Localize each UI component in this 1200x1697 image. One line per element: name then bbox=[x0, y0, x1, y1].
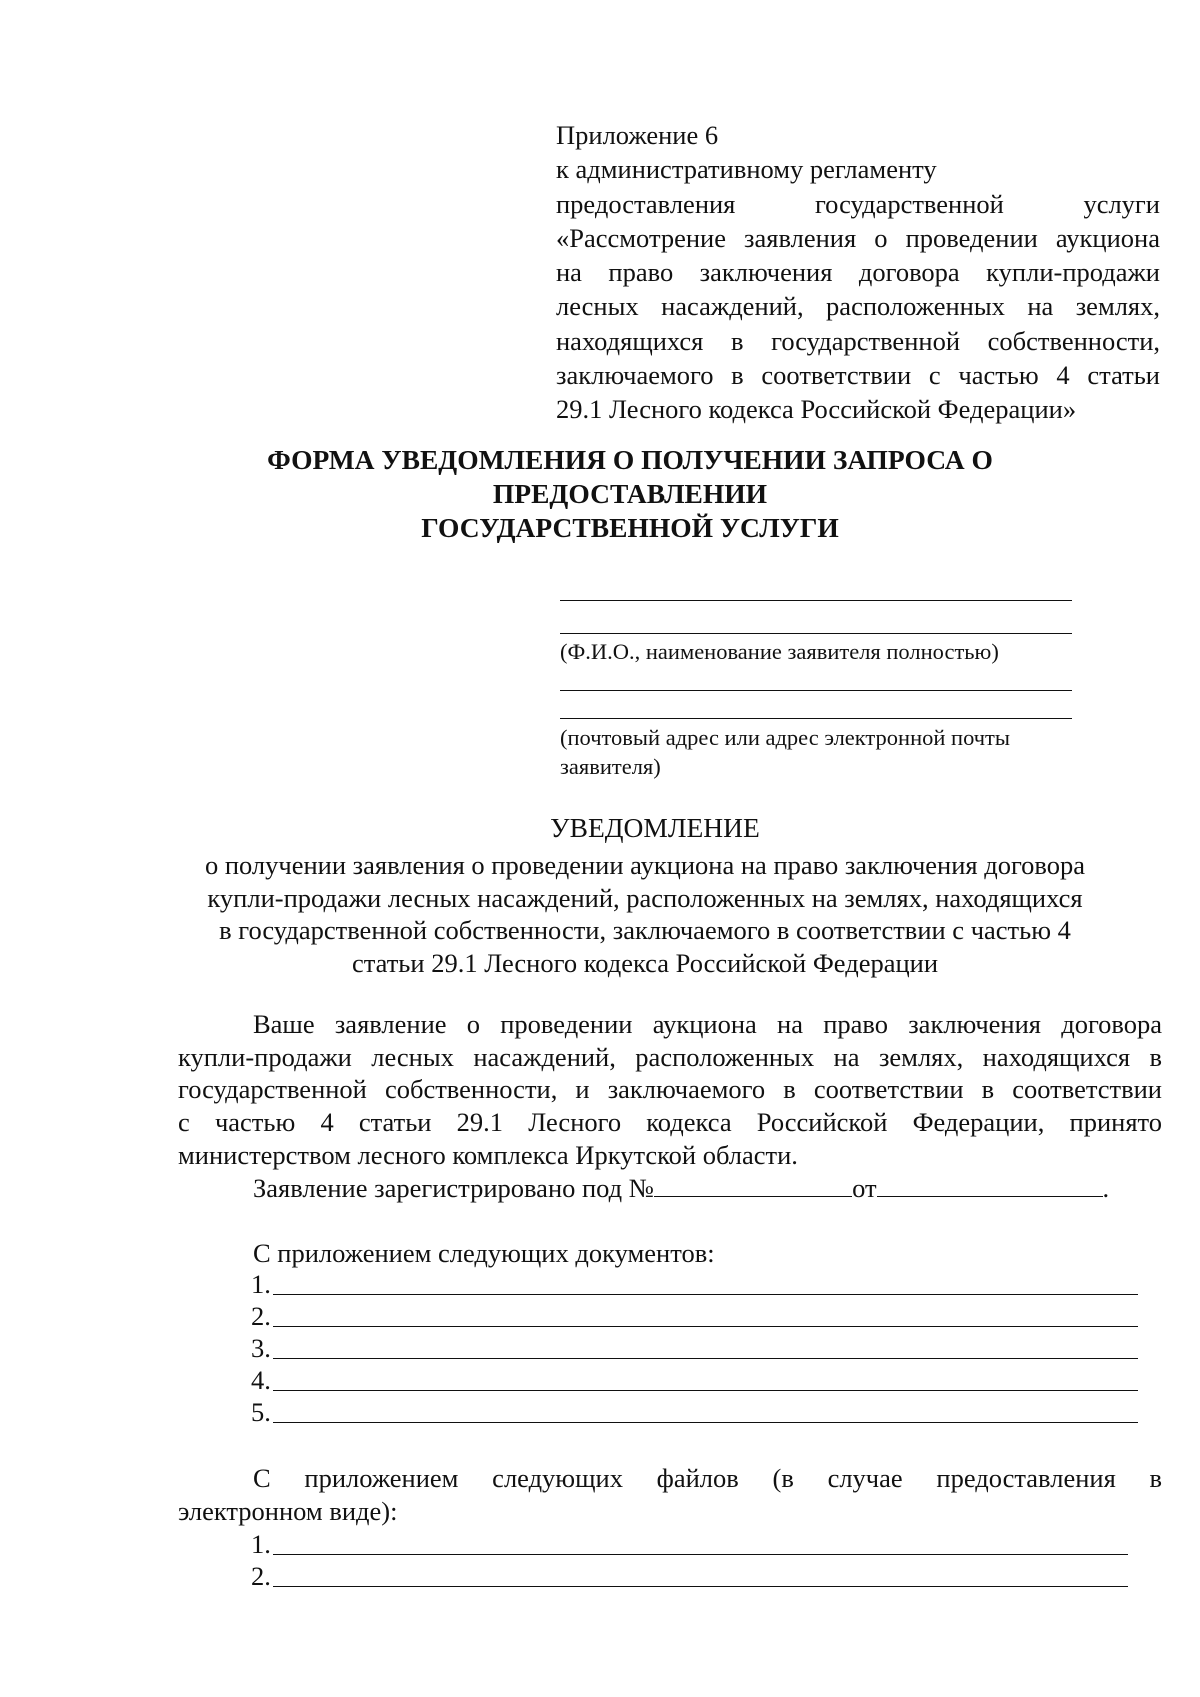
notice-subheading bbox=[150, 849, 1140, 979]
notice-body bbox=[178, 1008, 1162, 1172]
registration-date-field[interactable] bbox=[877, 1174, 1103, 1197]
applicant-name-caption: (Ф.И.О., наименование заявителя полностью) bbox=[560, 639, 999, 664]
body-line: государственной собственности, и заключаемого в соответствии в соответствии bbox=[178, 1074, 1162, 1105]
notice-heading: УВЕДОМЛЕНИЕ bbox=[550, 812, 760, 843]
document-item-field[interactable] bbox=[273, 1358, 1138, 1359]
appendix-line: 29.1 Лесного кодекса Российской Федерации» bbox=[556, 394, 1077, 425]
appendix-line: предоставления государственной услуги bbox=[556, 188, 1160, 219]
document-item bbox=[251, 1396, 271, 1428]
documents-title: С приложением следующих документов: bbox=[253, 1238, 715, 1268]
appendix-block bbox=[556, 118, 1160, 427]
form-title-line: ПРЕДОСТАВЛЕНИИ bbox=[492, 478, 768, 509]
document-item-number: 4. bbox=[251, 1365, 271, 1395]
document-item-number: 2. bbox=[251, 1301, 271, 1331]
files-title-line: С приложением следующих файлов (в случае предоставления в bbox=[253, 1463, 1162, 1493]
document-item-number: 3. bbox=[251, 1333, 271, 1363]
document-item-field[interactable] bbox=[273, 1390, 1138, 1391]
notice-sub-line: купли-продажи лесных насаждений, расположенных на землях, находящихся bbox=[207, 882, 1083, 913]
document-item bbox=[251, 1332, 271, 1364]
document-item bbox=[251, 1300, 271, 1332]
appendix-line: «Рассмотрение заявления о проведении аукциона bbox=[556, 222, 1160, 253]
appendix-line: заключаемого в соответствии с частью 4 статьи bbox=[556, 360, 1160, 391]
form-title bbox=[250, 443, 1010, 545]
notice-sub-line: статьи 29.1 Лесного кодекса Российской Федерации bbox=[351, 947, 939, 978]
appendix-line: на право заключения договора купли-продажи bbox=[556, 257, 1160, 288]
document-item-number: 1. bbox=[251, 1269, 271, 1299]
appendix-line: находящихся в государственной собственности, bbox=[556, 325, 1160, 356]
file-item-number: 2. bbox=[251, 1561, 271, 1591]
applicant-address-caption: заявителя) bbox=[560, 754, 661, 779]
appendix-number: Приложение 6 bbox=[556, 120, 719, 150]
document-item bbox=[251, 1268, 271, 1300]
registration-from-label: от bbox=[852, 1173, 877, 1203]
form-title-line: ФОРМА УВЕДОМЛЕНИЯ О ПОЛУЧЕНИИ ЗАПРОСА О bbox=[267, 444, 993, 475]
document-item bbox=[251, 1364, 271, 1396]
document-item-field[interactable] bbox=[273, 1326, 1138, 1327]
file-item-number: 1. bbox=[251, 1529, 271, 1559]
files-title bbox=[178, 1462, 1162, 1527]
document-item-number: 5. bbox=[251, 1397, 271, 1427]
registration-label: Заявление зарегистрировано под № bbox=[253, 1173, 655, 1203]
body-line: министерством лесного комплекса Иркутской области. bbox=[178, 1139, 798, 1170]
file-item-field[interactable] bbox=[273, 1586, 1128, 1587]
registration-line bbox=[253, 1172, 1109, 1204]
notice-sub-line: в государственной собственности, заключаемого в соответствии с частью 4 bbox=[219, 915, 1071, 945]
registration-number-field[interactable] bbox=[654, 1174, 852, 1197]
file-item bbox=[251, 1560, 271, 1592]
file-item-field[interactable] bbox=[273, 1554, 1128, 1555]
registration-end: . bbox=[1102, 1173, 1110, 1203]
body-line: Ваше заявление о проведении аукциона на право заключения договора bbox=[253, 1009, 1162, 1039]
document-item-field[interactable] bbox=[273, 1294, 1138, 1295]
applicant-address-line[interactable] bbox=[560, 690, 1072, 691]
applicant-address-caption: (почтовый адрес или адрес электронной почты bbox=[560, 725, 1011, 750]
form-title-line: ГОСУДАРСТВЕННОЙ УСЛУГИ bbox=[421, 512, 839, 543]
applicant-name-line[interactable] bbox=[560, 633, 1072, 634]
appendix-line: лесных насаждений, расположенных на землях, bbox=[556, 291, 1160, 322]
document-item-field[interactable] bbox=[273, 1422, 1138, 1423]
applicant-address-line[interactable] bbox=[560, 718, 1072, 719]
appendix-line: к административному регламенту bbox=[556, 154, 937, 185]
notice-sub-line: о получении заявления о проведении аукциона на право заключения договора bbox=[204, 850, 1086, 880]
files-title-line: электронном виде): bbox=[178, 1495, 398, 1526]
applicant-name-line[interactable] bbox=[560, 600, 1072, 601]
body-line: купли-продажи лесных насаждений, расположенных на землях, находящихся в bbox=[178, 1041, 1162, 1072]
file-item bbox=[251, 1528, 271, 1560]
body-line: с частью 4 статьи 29.1 Лесного кодекса Российской Федерации, принято bbox=[178, 1107, 1162, 1138]
